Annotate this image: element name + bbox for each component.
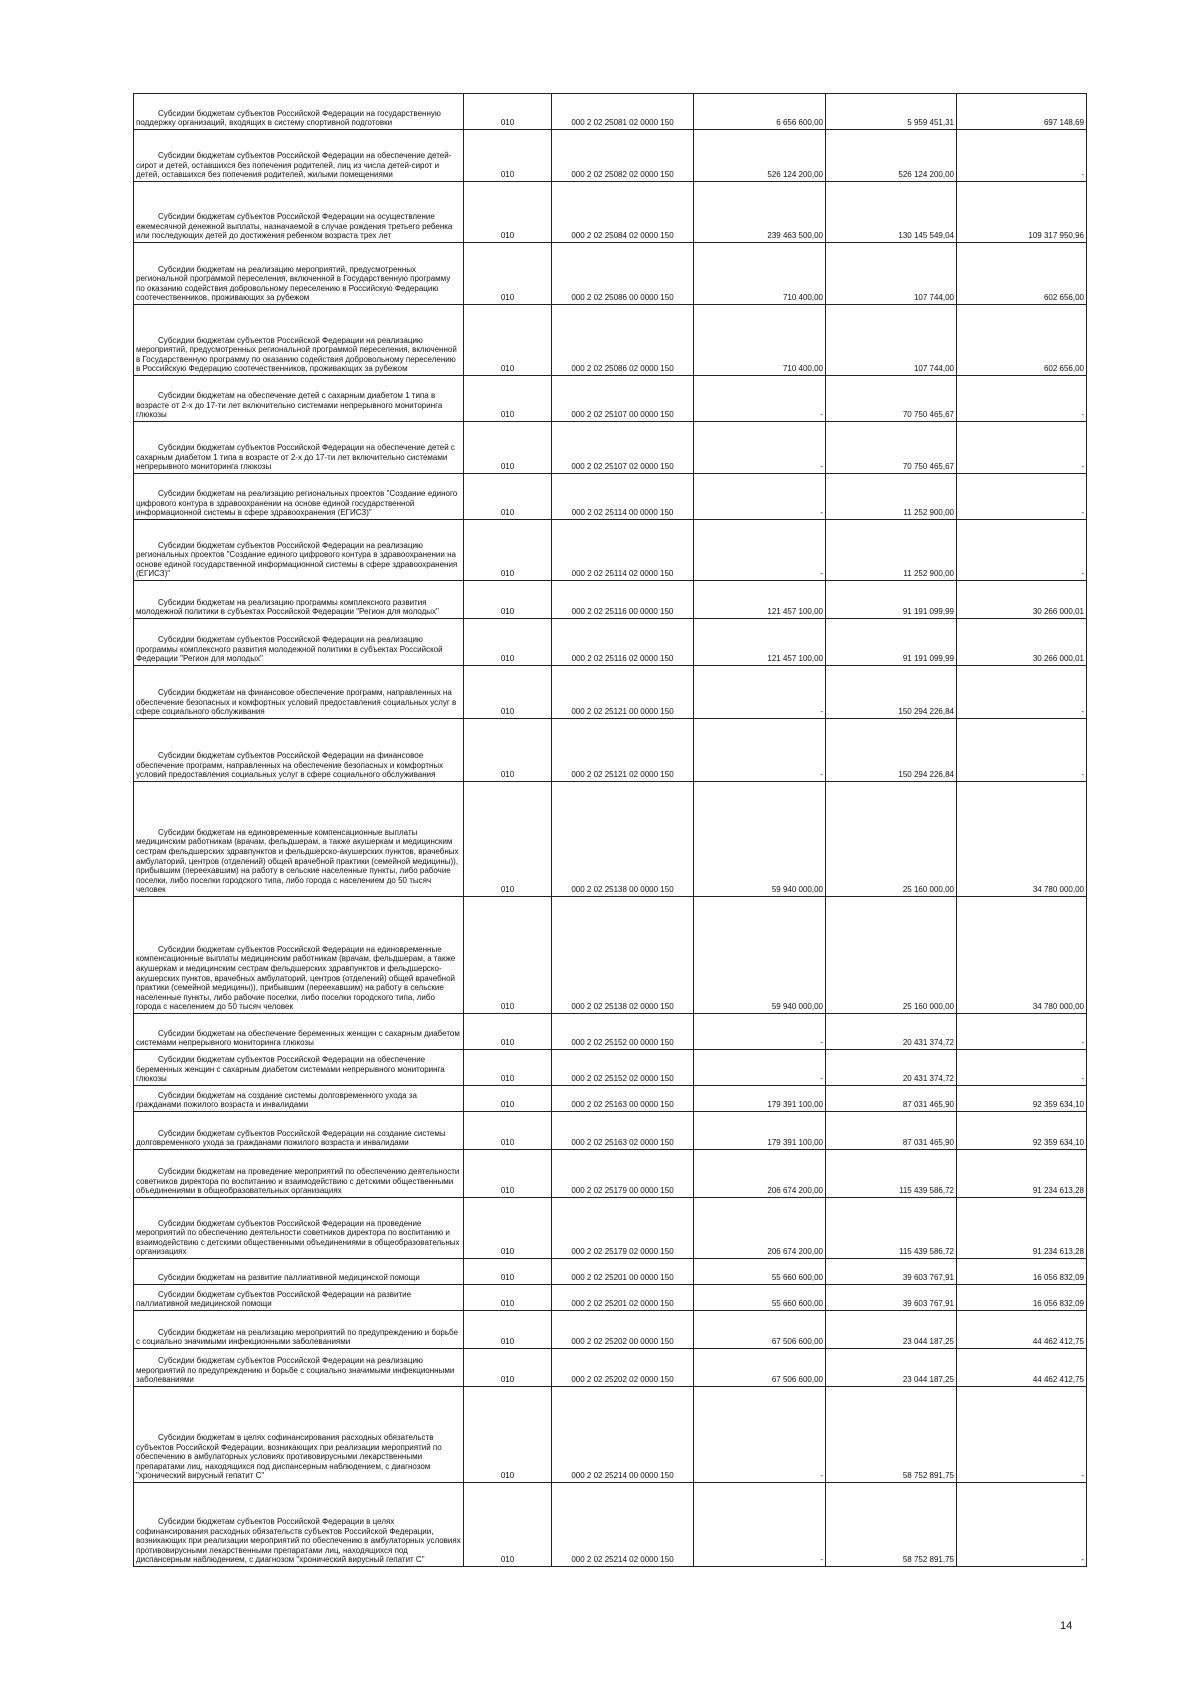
- table-row: [134, 1150, 1087, 1198]
- row-kbk-cell: 000 2 02 25201 00 0000 150: [552, 1259, 694, 1285]
- row-name-cell: Субсидии бюджетам субъектов Российской Федерации на государственную поддержку организаций, входящих в систему спортивной подготовки: [134, 94, 464, 130]
- row-executed-cell: 150 294 226,84: [826, 666, 957, 719]
- row-executed-cell: 91 191 099,99: [826, 619, 957, 666]
- table-row: [134, 782, 1087, 897]
- row-name-cell: Субсидии бюджетам субъектов Российской Федерации на финансовое обеспечение программ, направленных на обеспечение безопасных и комфортных условий предоставления социальных услуг в сфере социального обслуживания: [134, 719, 464, 782]
- row-name-cell: Субсидии бюджетам на финансовое обеспечение программ, направленных на обеспечение безопасных и комфортных условий предоставления социальных услуг в сфере социального обслуживания: [134, 666, 464, 719]
- table-row: [134, 130, 1087, 182]
- row-executed-cell: 11 252 900,00: [826, 474, 957, 520]
- row-unexecuted-cell: 16 056 832,09: [957, 1285, 1087, 1311]
- row-kbk-cell: 000 2 02 25163 02 0000 150: [552, 1112, 694, 1150]
- row-unexecuted-cell: -: [957, 1014, 1087, 1050]
- table-row: [134, 305, 1087, 376]
- row-executed-cell: 20 431 374,72: [826, 1014, 957, 1050]
- row-name-cell: Субсидии бюджетам субъектов Российской Федерации на обеспечение детей с сахарным диабетом 1 типа в возрасте от 2-х до 17-ти лет включительно системами непрерывного мониторинга глюкозы: [134, 422, 464, 474]
- table-row: [134, 1086, 1087, 1112]
- table-row: [134, 422, 1087, 474]
- row-kbk-cell: 000 2 02 25201 02 0000 150: [552, 1285, 694, 1311]
- row-code-cell: 010: [464, 182, 552, 243]
- row-name-cell: Субсидии бюджетам на обеспечение детей с сахарным диабетом 1 типа в возрасте от 2-х до 17-ти лет включительно системами непрерывного мониторинга глюкозы: [134, 376, 464, 422]
- table-row: [134, 474, 1087, 520]
- row-approved-cell: 55 660 600,00: [694, 1259, 826, 1285]
- row-code-cell: 010: [464, 305, 552, 376]
- row-executed-cell: 20 431 374,72: [826, 1050, 957, 1086]
- row-unexecuted-cell: -: [957, 130, 1087, 182]
- row-unexecuted-cell: -: [957, 474, 1087, 520]
- row-code-cell: 010: [464, 1086, 552, 1112]
- row-executed-cell: 107 744,00: [826, 305, 957, 376]
- row-code-cell: 010: [464, 1259, 552, 1285]
- row-kbk-cell: 000 2 02 25084 02 0000 150: [552, 182, 694, 243]
- row-executed-cell: 115 439 586,72: [826, 1198, 957, 1259]
- table-row: [134, 1014, 1087, 1050]
- row-unexecuted-cell: 44 462 412,75: [957, 1349, 1087, 1387]
- row-kbk-cell: 000 2 02 25214 02 0000 150: [552, 1483, 694, 1567]
- row-approved-cell: -: [694, 520, 826, 581]
- row-executed-cell: 70 750 465,67: [826, 376, 957, 422]
- row-name-cell: Субсидии бюджетам субъектов Российской Федерации на проведение мероприятий по обеспечению деятельности советников директора по воспитанию и взаимодействию с детскими общественными объединениями в общеобразовательных организациях: [134, 1198, 464, 1259]
- table-row: [134, 376, 1087, 422]
- row-kbk-cell: 000 2 02 25107 00 0000 150: [552, 376, 694, 422]
- row-name-cell: Субсидии бюджетам субъектов Российской Федерации в целях софинансирования расходных обязательств субъектов Российской Федерации, возникающих при реализации мероприятий по обеспечению в амбулаторных условиях противовирусными лекарственными препаратами лиц, находящихся под диспансерным наблюдением, с диагнозом "хронический вирусный гепатит С": [134, 1483, 464, 1567]
- row-approved-cell: -: [694, 719, 826, 782]
- row-executed-cell: 130 145 549,04: [826, 182, 957, 243]
- row-approved-cell: 6 656 600,00: [694, 94, 826, 130]
- row-name-cell: Субсидии бюджетам субъектов Российской Федерации на реализацию региональных проектов "Создание единого цифрового контура в здравоохранении на основе единой государственной информационной системы в сфере здравоохранения (ЕГИСЗ)": [134, 520, 464, 581]
- table-row: [134, 94, 1087, 130]
- row-code-cell: 010: [464, 1050, 552, 1086]
- row-executed-cell: 25 160 000,00: [826, 897, 957, 1014]
- row-unexecuted-cell: 44 462 412,75: [957, 1311, 1087, 1349]
- row-approved-cell: -: [694, 376, 826, 422]
- row-name-cell: Субсидии бюджетам на создание системы долговременного ухода за гражданами пожилого возраста и инвалидами: [134, 1086, 464, 1112]
- row-approved-cell: 526 124 200,00: [694, 130, 826, 182]
- row-executed-cell: 107 744,00: [826, 243, 957, 305]
- row-name-cell: Субсидии бюджетам субъектов Российской Федерации на обеспечение беременных женщин с сахарным диабетом системами непрерывного мониторинга глюкозы: [134, 1050, 464, 1086]
- row-approved-cell: -: [694, 422, 826, 474]
- row-unexecuted-cell: -: [957, 1050, 1087, 1086]
- row-executed-cell: 23 044 187,25: [826, 1311, 957, 1349]
- row-code-cell: 010: [464, 719, 552, 782]
- row-code-cell: 010: [464, 474, 552, 520]
- row-unexecuted-cell: -: [957, 520, 1087, 581]
- row-approved-cell: -: [694, 666, 826, 719]
- row-unexecuted-cell: 30 266 000,01: [957, 619, 1087, 666]
- row-name-cell: Субсидии бюджетам субъектов Российской Федерации на реализацию мероприятий, предусмотренных региональной программой переселения, включенной в Государственную программу по оказанию содействия добровольному переселению в Российскую Федерацию соотечественников, проживающих за рубежом: [134, 305, 464, 376]
- table-row: [134, 1198, 1087, 1259]
- row-kbk-cell: 000 2 02 25114 00 0000 150: [552, 474, 694, 520]
- row-approved-cell: 59 940 000,00: [694, 897, 826, 1014]
- row-code-cell: 010: [464, 1387, 552, 1483]
- row-kbk-cell: 000 2 02 25121 02 0000 150: [552, 719, 694, 782]
- row-name-cell: Субсидии бюджетам на реализацию мероприятий, предусмотренных региональной программой переселения, включенной в Государственную программу по оказанию содействия добровольному переселению в Российскую Федерацию соотечественников, проживающих за рубежом: [134, 243, 464, 305]
- row-code-cell: 010: [464, 897, 552, 1014]
- row-kbk-cell: 000 2 02 25163 00 0000 150: [552, 1086, 694, 1112]
- row-unexecuted-cell: 16 056 832,09: [957, 1259, 1087, 1285]
- row-code-cell: 010: [464, 666, 552, 719]
- row-kbk-cell: 000 2 02 25214 00 0000 150: [552, 1387, 694, 1483]
- row-name-cell: Субсидии бюджетам на обеспечение беременных женщин с сахарным диабетом системами непрерывного мониторинга глюкозы: [134, 1014, 464, 1050]
- row-unexecuted-cell: 91 234 613,28: [957, 1198, 1087, 1259]
- row-unexecuted-cell: 602 656,00: [957, 305, 1087, 376]
- table-row: [134, 719, 1087, 782]
- row-executed-cell: 526 124 200,00: [826, 130, 957, 182]
- row-unexecuted-cell: 697 148,69: [957, 94, 1087, 130]
- row-code-cell: 010: [464, 1285, 552, 1311]
- row-name-cell: Субсидии бюджетам субъектов Российской Федерации на единовременные компенсационные выплаты медицинским работникам (врачам, фельдшерам, а также акушеркам и медицинским сестрам фельдшерских здравпунктов и фельдшерско-акушерских пунктов, врачебных амбулаторий, центров (отделений) общей врачебной практики (семейной медицины)), прибывшим (переехавшим) на работу в сельские населенные пункты, либо рабочие поселки, либо поселки городского типа, либо города с населением до 50 тысяч человек: [134, 897, 464, 1014]
- row-code-cell: 010: [464, 581, 552, 619]
- row-kbk-cell: 000 2 02 25179 00 0000 150: [552, 1150, 694, 1198]
- row-code-cell: 010: [464, 1311, 552, 1349]
- row-approved-cell: 710 400,00: [694, 305, 826, 376]
- row-approved-cell: 121 457 100,00: [694, 619, 826, 666]
- row-executed-cell: 58 752 891,75: [826, 1483, 957, 1567]
- row-kbk-cell: 000 2 02 25138 00 0000 150: [552, 782, 694, 897]
- row-executed-cell: 87 031 465,90: [826, 1086, 957, 1112]
- row-code-cell: 010: [464, 1483, 552, 1567]
- row-kbk-cell: 000 2 02 25082 02 0000 150: [552, 130, 694, 182]
- row-code-cell: 010: [464, 94, 552, 130]
- table-row: [134, 897, 1087, 1014]
- table-row: [134, 243, 1087, 305]
- row-approved-cell: 67 506 600,00: [694, 1311, 826, 1349]
- row-code-cell: 010: [464, 520, 552, 581]
- table-row: [134, 1349, 1087, 1387]
- budget-table: [133, 93, 1087, 1567]
- row-executed-cell: 25 160 000,00: [826, 782, 957, 897]
- row-executed-cell: 11 252 900,00: [826, 520, 957, 581]
- row-unexecuted-cell: 30 266 000,01: [957, 581, 1087, 619]
- row-name-cell: Субсидии бюджетам на развитие паллиативной медицинской помощи: [134, 1259, 464, 1285]
- row-approved-cell: -: [694, 474, 826, 520]
- table-row: [134, 1112, 1087, 1150]
- table-row: [134, 1285, 1087, 1311]
- row-approved-cell: 179 391 100,00: [694, 1086, 826, 1112]
- row-kbk-cell: 000 2 02 25202 00 0000 150: [552, 1311, 694, 1349]
- row-kbk-cell: 000 2 02 25107 02 0000 150: [552, 422, 694, 474]
- row-name-cell: Субсидии бюджетам на реализацию региональных проектов "Создание единого цифрового контура в здравоохранении на основе единой государственной информационной системы в сфере здравоохранения (ЕГИСЗ)": [134, 474, 464, 520]
- row-executed-cell: 87 031 465,90: [826, 1112, 957, 1150]
- row-kbk-cell: 000 2 02 25138 02 0000 150: [552, 897, 694, 1014]
- row-approved-cell: 55 660 600,00: [694, 1285, 826, 1311]
- row-name-cell: Субсидии бюджетам в целях софинансирования расходных обязательств субъектов Российской Федерации, возникающих при реализации мероприятий по обеспечению в амбулаторных условиях противовирусными лекарственными препаратами лиц, находящихся под диспансерным наблюдением, с диагнозом "хронический вирусный гепатит С": [134, 1387, 464, 1483]
- row-unexecuted-cell: 91 234 613,28: [957, 1150, 1087, 1198]
- row-unexecuted-cell: 34 780 000,00: [957, 782, 1087, 897]
- row-approved-cell: 710 400,00: [694, 243, 826, 305]
- row-name-cell: Субсидии бюджетам на реализацию мероприятий по предупреждению и борьбе с социально значимыми инфекционными заболеваниями: [134, 1311, 464, 1349]
- row-kbk-cell: 000 2 02 25179 02 0000 150: [552, 1198, 694, 1259]
- row-approved-cell: -: [694, 1483, 826, 1567]
- row-approved-cell: 179 391 100,00: [694, 1112, 826, 1150]
- row-executed-cell: 115 439 586,72: [826, 1150, 957, 1198]
- table-row: [134, 619, 1087, 666]
- row-approved-cell: 206 674 200,00: [694, 1150, 826, 1198]
- row-unexecuted-cell: -: [957, 666, 1087, 719]
- row-name-cell: Субсидии бюджетам субъектов Российской Федерации на реализацию программы комплексного развития молодежной политики в субъектах Российской Федерации "Регион для молодых": [134, 619, 464, 666]
- row-executed-cell: 91 191 099,99: [826, 581, 957, 619]
- row-executed-cell: 23 044 187,25: [826, 1349, 957, 1387]
- table-row: [134, 666, 1087, 719]
- row-code-cell: 010: [464, 782, 552, 897]
- row-executed-cell: 58 752 891,75: [826, 1387, 957, 1483]
- row-approved-cell: -: [694, 1050, 826, 1086]
- row-kbk-cell: 000 2 02 25114 02 0000 150: [552, 520, 694, 581]
- row-unexecuted-cell: -: [957, 376, 1087, 422]
- row-executed-cell: 150 294 226,84: [826, 719, 957, 782]
- row-code-cell: 010: [464, 1150, 552, 1198]
- table-row: [134, 581, 1087, 619]
- row-name-cell: Субсидии бюджетам субъектов Российской Федерации на развитие паллиативной медицинской помощи: [134, 1285, 464, 1311]
- row-executed-cell: 39 603 767,91: [826, 1285, 957, 1311]
- row-name-cell: Субсидии бюджетам на единовременные компенсационные выплаты медицинским работникам (врачам, фельдшерам, а также акушеркам и медицинским сестрам фельдшерских здравпунктов и фельдшерско-акушерских пунктов, врачебных амбулаторий, центров (отделений) общей врачебной практики (семейной медицины)), прибывшим (переехавшим) на работу в сельские населенные пункты, либо рабочие поселки, либо поселки городского типа, либо города с населением до 50 тысяч человек: [134, 782, 464, 897]
- row-approved-cell: 67 506 600,00: [694, 1349, 826, 1387]
- table-row: [134, 1483, 1087, 1567]
- table-row: [134, 1050, 1087, 1086]
- row-kbk-cell: 000 2 02 25116 00 0000 150: [552, 581, 694, 619]
- budget-table-body: [134, 94, 1087, 1567]
- row-kbk-cell: 000 2 02 25086 00 0000 150: [552, 243, 694, 305]
- row-unexecuted-cell: 34 780 000,00: [957, 897, 1087, 1014]
- row-code-cell: 010: [464, 619, 552, 666]
- row-code-cell: 010: [464, 1349, 552, 1387]
- table-row: [134, 1311, 1087, 1349]
- budget-execution-sheet: [133, 93, 1086, 1567]
- row-approved-cell: -: [694, 1014, 826, 1050]
- row-unexecuted-cell: 92 359 634,10: [957, 1112, 1087, 1150]
- row-unexecuted-cell: -: [957, 719, 1087, 782]
- row-kbk-cell: 000 2 02 25202 02 0000 150: [552, 1349, 694, 1387]
- row-code-cell: 010: [464, 1014, 552, 1050]
- row-executed-cell: 5 959 451,31: [826, 94, 957, 130]
- row-unexecuted-cell: 92 359 634,10: [957, 1086, 1087, 1112]
- row-name-cell: Субсидии бюджетам на реализацию программы комплексного развития молодежной политики в субъектах Российской Федерации "Регион для молодых": [134, 581, 464, 619]
- row-unexecuted-cell: -: [957, 1483, 1087, 1567]
- row-code-cell: 010: [464, 1198, 552, 1259]
- row-unexecuted-cell: -: [957, 422, 1087, 474]
- row-executed-cell: 39 603 767,91: [826, 1259, 957, 1285]
- row-name-cell: Субсидии бюджетам субъектов Российской Федерации на реализацию мероприятий по предупреждению и борьбе с социально значимыми инфекционными заболеваниями: [134, 1349, 464, 1387]
- row-unexecuted-cell: 602 656,00: [957, 243, 1087, 305]
- row-kbk-cell: 000 2 02 25152 02 0000 150: [552, 1050, 694, 1086]
- table-row: [134, 1387, 1087, 1483]
- row-kbk-cell: 000 2 02 25152 00 0000 150: [552, 1014, 694, 1050]
- row-code-cell: 010: [464, 243, 552, 305]
- row-approved-cell: 206 674 200,00: [694, 1198, 826, 1259]
- row-approved-cell: -: [694, 1387, 826, 1483]
- row-code-cell: 010: [464, 376, 552, 422]
- table-row: [134, 1259, 1087, 1285]
- row-name-cell: Субсидии бюджетам субъектов Российской Федерации на создание системы долговременного ухода за гражданами пожилого возраста и инвалидами: [134, 1112, 464, 1150]
- row-kbk-cell: 000 2 02 25116 02 0000 150: [552, 619, 694, 666]
- row-kbk-cell: 000 2 02 25121 00 0000 150: [552, 666, 694, 719]
- row-name-cell: Субсидии бюджетам субъектов Российской Федерации на осуществление ежемесячной денежной выплаты, назначаемой в случае рождения третьего ребенка или последующих детей до достижения ребенком возраста трех лет: [134, 182, 464, 243]
- row-code-cell: 010: [464, 130, 552, 182]
- row-executed-cell: 70 750 465,67: [826, 422, 957, 474]
- table-row: [134, 520, 1087, 581]
- row-name-cell: Субсидии бюджетам субъектов Российской Федерации на обеспечение детей-сирот и детей, оставшихся без попечения родителей, лиц из числа детей-сирот и детей, оставшихся без попечения родителей, жилыми помещениями: [134, 130, 464, 182]
- row-unexecuted-cell: -: [957, 1387, 1087, 1483]
- row-name-cell: Субсидии бюджетам на проведение мероприятий по обеспечению деятельности советников директора по воспитанию и взаимодействию с детскими общественными объединениями в общеобразовательных организациях: [134, 1150, 464, 1198]
- row-approved-cell: 121 457 100,00: [694, 581, 826, 619]
- table-row: [134, 182, 1087, 243]
- row-code-cell: 010: [464, 1112, 552, 1150]
- page-number: 14: [1060, 1620, 1073, 1632]
- row-code-cell: 010: [464, 422, 552, 474]
- row-unexecuted-cell: 109 317 950,96: [957, 182, 1087, 243]
- row-kbk-cell: 000 2 02 25086 02 0000 150: [552, 305, 694, 376]
- row-kbk-cell: 000 2 02 25081 02 0000 150: [552, 94, 694, 130]
- row-approved-cell: 239 463 500,00: [694, 182, 826, 243]
- row-approved-cell: 59 940 000,00: [694, 782, 826, 897]
